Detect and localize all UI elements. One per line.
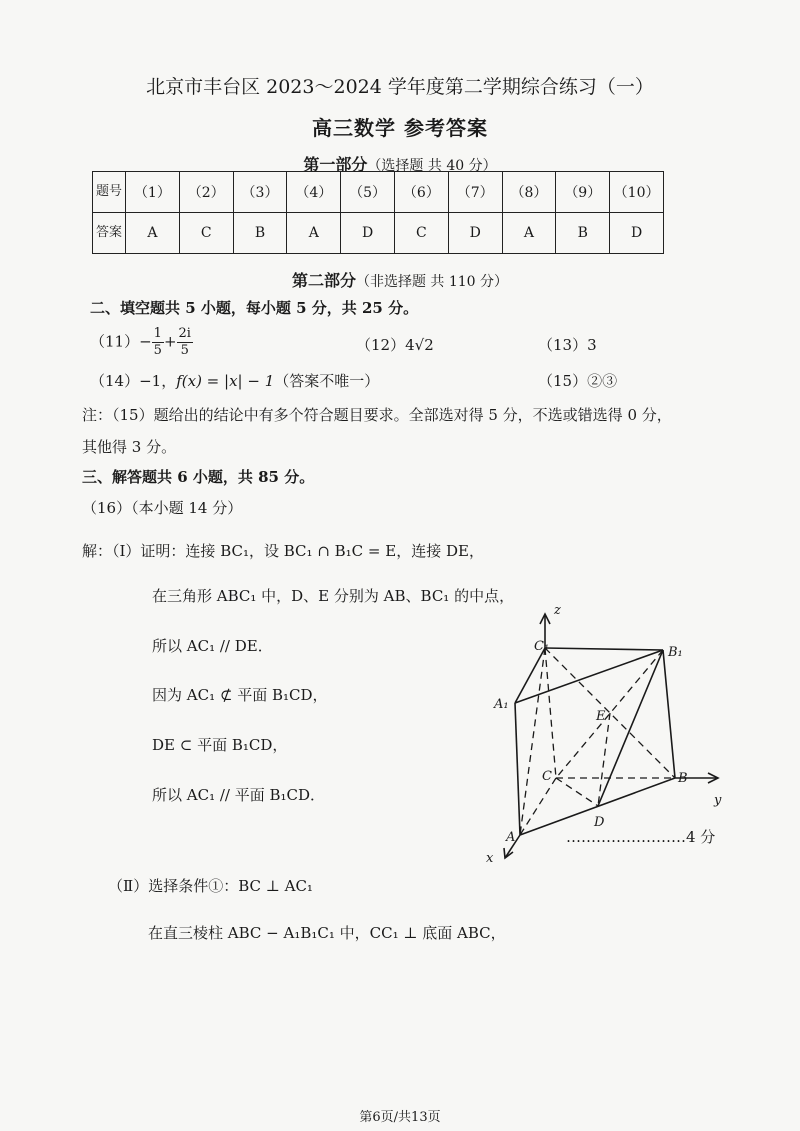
page-subtitle: 高三数学 参考答案 bbox=[312, 116, 488, 140]
q11-fraction-2 bbox=[177, 326, 193, 359]
question-number: （4） bbox=[287, 172, 341, 213]
edge-b1-b bbox=[663, 650, 675, 778]
answer-table bbox=[92, 171, 664, 254]
segment-c1-a bbox=[520, 648, 545, 835]
question-number: （9） bbox=[556, 172, 610, 213]
section2-heading: 二、填空题共 5 小题，每小题 5 分，共 25 分。 bbox=[90, 299, 419, 317]
question-number: （1） bbox=[126, 172, 180, 213]
part1-note: （选择题 共 40 分） bbox=[367, 158, 497, 174]
question-number: （8） bbox=[502, 172, 556, 213]
label-b1: B₁ bbox=[668, 645, 683, 660]
q11-num2: 2i bbox=[178, 326, 191, 341]
proof-line: 因为 AC₁ ⊄ 平面 B₁CD， bbox=[152, 686, 328, 704]
label-x: x bbox=[486, 851, 494, 866]
edge-c1-a1 bbox=[515, 648, 545, 703]
part2-heading bbox=[0, 268, 800, 291]
proof-line: 所以 AC₁ // 平面 B₁CD． bbox=[152, 786, 326, 804]
label-c1: C₁ bbox=[534, 639, 550, 654]
answer-cell: B bbox=[556, 213, 610, 254]
q13-answer: （13）3 bbox=[538, 336, 597, 354]
q16-part2-line: 在直三棱柱 ABC − A₁B₁C₁ 中，CC₁ ⊥ 底面 ABC， bbox=[148, 924, 506, 942]
label-e: E bbox=[596, 709, 606, 724]
proof-line: 所以 AC₁ // DE． bbox=[152, 637, 273, 655]
segment-c-d bbox=[556, 778, 598, 806]
label-z: z bbox=[554, 603, 561, 618]
edge-a1-b1 bbox=[515, 650, 663, 703]
q15-answer: （15）②③ bbox=[538, 372, 618, 390]
label-a: A bbox=[506, 830, 516, 845]
q16-part2-heading: （Ⅱ）选择条件①：BC ⊥ AC₁ bbox=[108, 877, 313, 895]
row-label-answer: 答案 bbox=[93, 213, 126, 254]
answer-cell: C bbox=[179, 213, 233, 254]
answer-cell: C bbox=[394, 213, 448, 254]
answer-cell: A bbox=[502, 213, 556, 254]
answer-cell: D bbox=[341, 213, 395, 254]
proof-line: 在三角形 ABC₁ 中，D、E 分别为 AB、BC₁ 的中点， bbox=[152, 587, 515, 605]
label-b: B bbox=[678, 771, 688, 786]
page-title: 北京市丰台区 2023～2024 学年度第二学期综合练习（一） bbox=[146, 76, 654, 98]
answer-cell: D bbox=[448, 213, 502, 254]
q14-label: （14）−1， bbox=[90, 372, 177, 390]
row-label-question: 题号 bbox=[93, 172, 126, 213]
question-number: （2） bbox=[179, 172, 233, 213]
answer-row bbox=[93, 213, 664, 254]
question-number: （6） bbox=[394, 172, 448, 213]
label-a1: A₁ bbox=[494, 697, 509, 712]
part1-heading-text: 第一部分 bbox=[303, 155, 368, 174]
q11-num1: 1 bbox=[153, 326, 162, 341]
q12-answer: （12）4√2 bbox=[356, 336, 434, 354]
edge-c1-b1 bbox=[545, 648, 663, 650]
q11-den1: 5 bbox=[153, 343, 162, 358]
q14-answer bbox=[90, 370, 379, 391]
answer-cell: D bbox=[610, 213, 664, 254]
answer-cell: B bbox=[233, 213, 287, 254]
edge-c-a bbox=[520, 778, 556, 835]
label-d: D bbox=[594, 815, 605, 830]
q11-answer: （11）− $\frac{1}{5}$ + $\frac{2i}{5}$ bbox=[90, 326, 191, 358]
q16-heading: （16）（本小题 14 分） bbox=[82, 499, 243, 517]
label-y: y bbox=[714, 793, 722, 808]
q14-note: （答案不唯一） bbox=[274, 372, 380, 390]
q11-den2: 5 bbox=[180, 343, 189, 358]
label-c: C bbox=[542, 769, 552, 784]
scoring-note-line1: 注：（15）题给出的结论中有多个符合题目要求。全部选对得 5 分，不选或错选得 0 分， bbox=[82, 406, 672, 424]
q11-fraction-1 bbox=[152, 326, 164, 359]
edge-a1-a bbox=[515, 703, 520, 835]
page-footer: 第6页/共13页 bbox=[359, 1110, 441, 1125]
answer-cell: A bbox=[287, 213, 341, 254]
question-number-row bbox=[93, 172, 664, 213]
question-number: （5） bbox=[341, 172, 395, 213]
score-mark: ……………………4 分 bbox=[566, 828, 716, 846]
part2-note: （非选择题 共 110 分） bbox=[355, 274, 509, 290]
edge-c1-c bbox=[545, 648, 556, 778]
proof-line: DE ⊂ 平面 B₁CD， bbox=[152, 736, 288, 754]
question-number: （10） bbox=[610, 172, 664, 213]
answer-cell: A bbox=[126, 213, 180, 254]
question-number: （7） bbox=[448, 172, 502, 213]
scoring-note-line2: 其他得 3 分。 bbox=[82, 438, 177, 456]
q11-label: （11） bbox=[90, 332, 140, 351]
q14-function: f(x) = |x| − 1 bbox=[176, 372, 275, 390]
part2-heading-text: 第二部分 bbox=[291, 271, 356, 290]
question-number: （3） bbox=[233, 172, 287, 213]
proof-line: 解：（Ⅰ）证明：连接 BC₁，设 BC₁ ∩ B₁C = E，连接 DE， bbox=[82, 542, 484, 560]
section3-heading: 三、解答题共 6 小题，共 85 分。 bbox=[82, 468, 315, 486]
